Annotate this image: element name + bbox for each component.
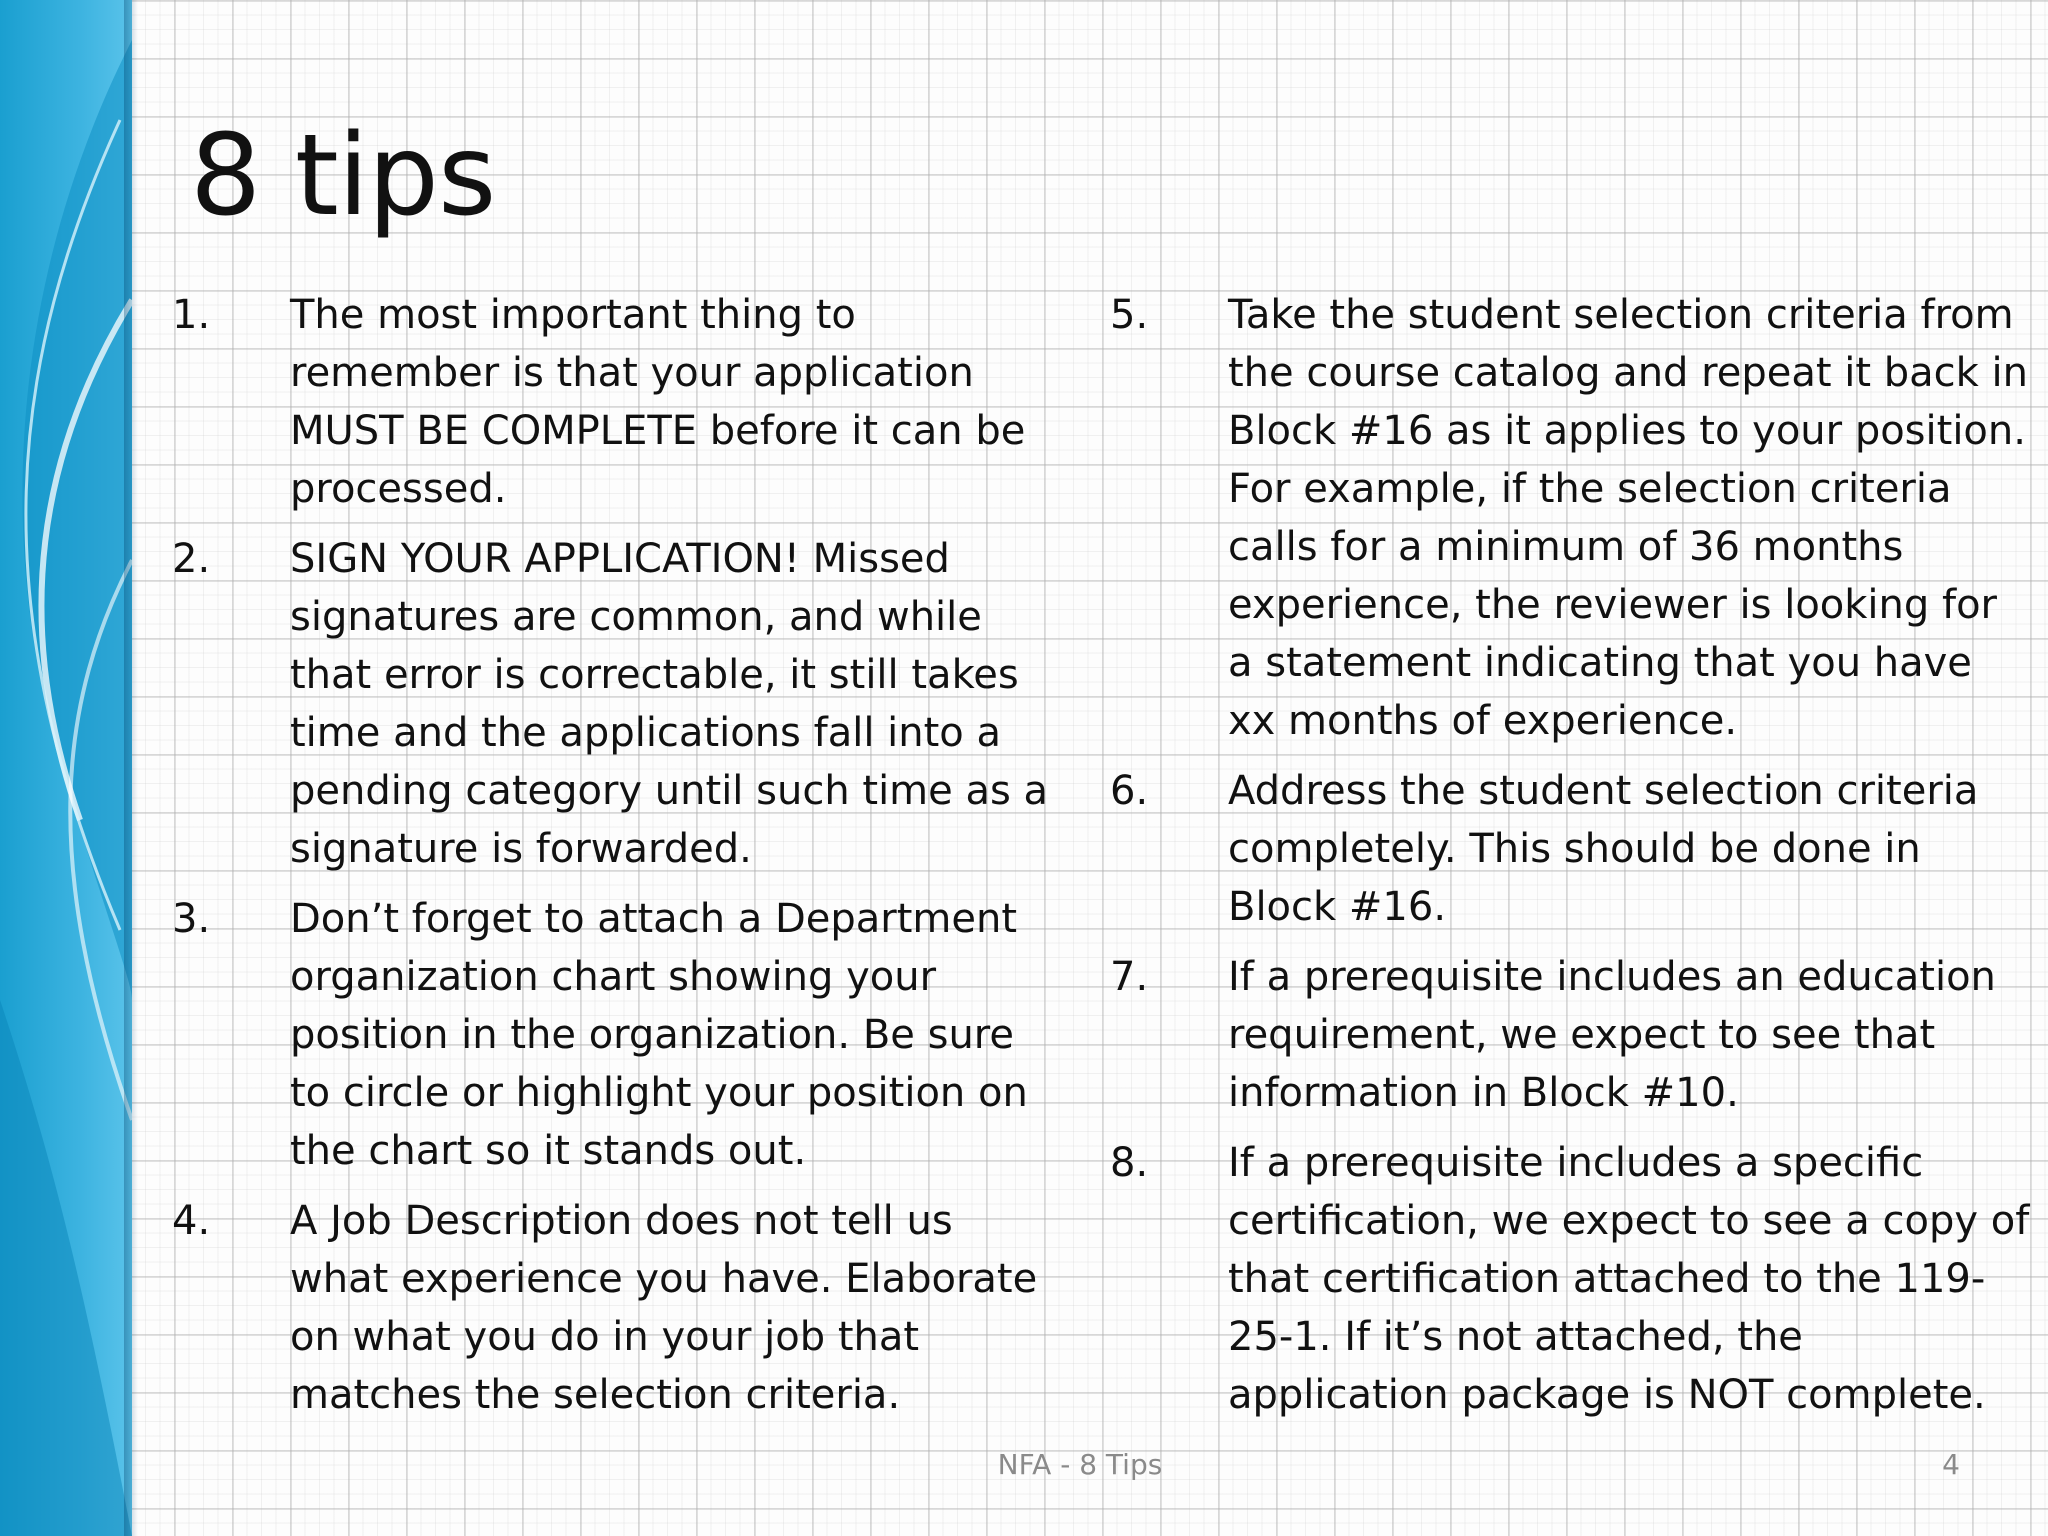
slide-footer: NFA - 8 Tips [997,1448,1163,1481]
tip-number: 4. [172,1198,211,1244]
tip-number: 2. [172,536,211,582]
tips-column-left [172,286,1052,1436]
tip-number: 3. [172,896,211,942]
tips-column-right [1110,286,2030,1436]
tip-text: A Job Description does not tell us what experience you have. Elaborate on what you do in your job that matches the selection criteria. [290,1198,1038,1418]
tip-item [1110,948,2030,1122]
tip-text: Don’t forget to attach a Department organization chart showing your position in the organization. Be sure to circle or highlight your position on the chart so it stands out. [290,896,1028,1174]
tip-text: If a prerequisite includes an education requirement, we expect to see that information in Block #10. [1228,954,1996,1116]
tip-text: SIGN YOUR APPLICATION! Missed signatures are common, and while that error is correctable, it still takes time and the applications fall into a pending category until such time as a signature is forwarded. [290,536,1049,872]
decorative-side-band [0,0,132,1536]
tip-item [1110,286,2030,750]
tip-text: The most important thing to remember is that your application MUST BE COMPLETE before it can be processed. [290,292,1026,512]
tip-item [172,1192,1052,1424]
tip-number: 8. [1110,1140,1149,1186]
tip-text: If a prerequisite includes a specific certification, we expect to see a copy of that certification attached to the 119-25-1. If it’s not attached, the application package is NOT complete. [1228,1140,2030,1418]
tip-text: Take the student selection criteria from the course catalog and repeat it back in Block #16 as it applies to your position. For example, if the selection criteria calls for a minimum of 36 months experience, the reviewer is looking for a statement indicating that you have xx months of experience. [1228,292,2028,744]
tip-item [172,286,1052,518]
tip-item [172,890,1052,1180]
tip-number: 1. [172,292,211,338]
tip-item [1110,762,2030,936]
side-band-shadow [124,0,138,1536]
tip-item [1110,1134,2030,1424]
tip-item [172,530,1052,878]
tip-number: 7. [1110,954,1149,1000]
tip-number: 6. [1110,768,1149,814]
swoosh-decoration [0,0,132,1536]
page-number: 4 [1942,1448,1960,1481]
tip-number: 5. [1110,292,1149,338]
tip-text: Address the student selection criteria completely. This should be done in Block #16. [1228,768,1979,930]
slide-title: 8 tips [190,111,496,241]
